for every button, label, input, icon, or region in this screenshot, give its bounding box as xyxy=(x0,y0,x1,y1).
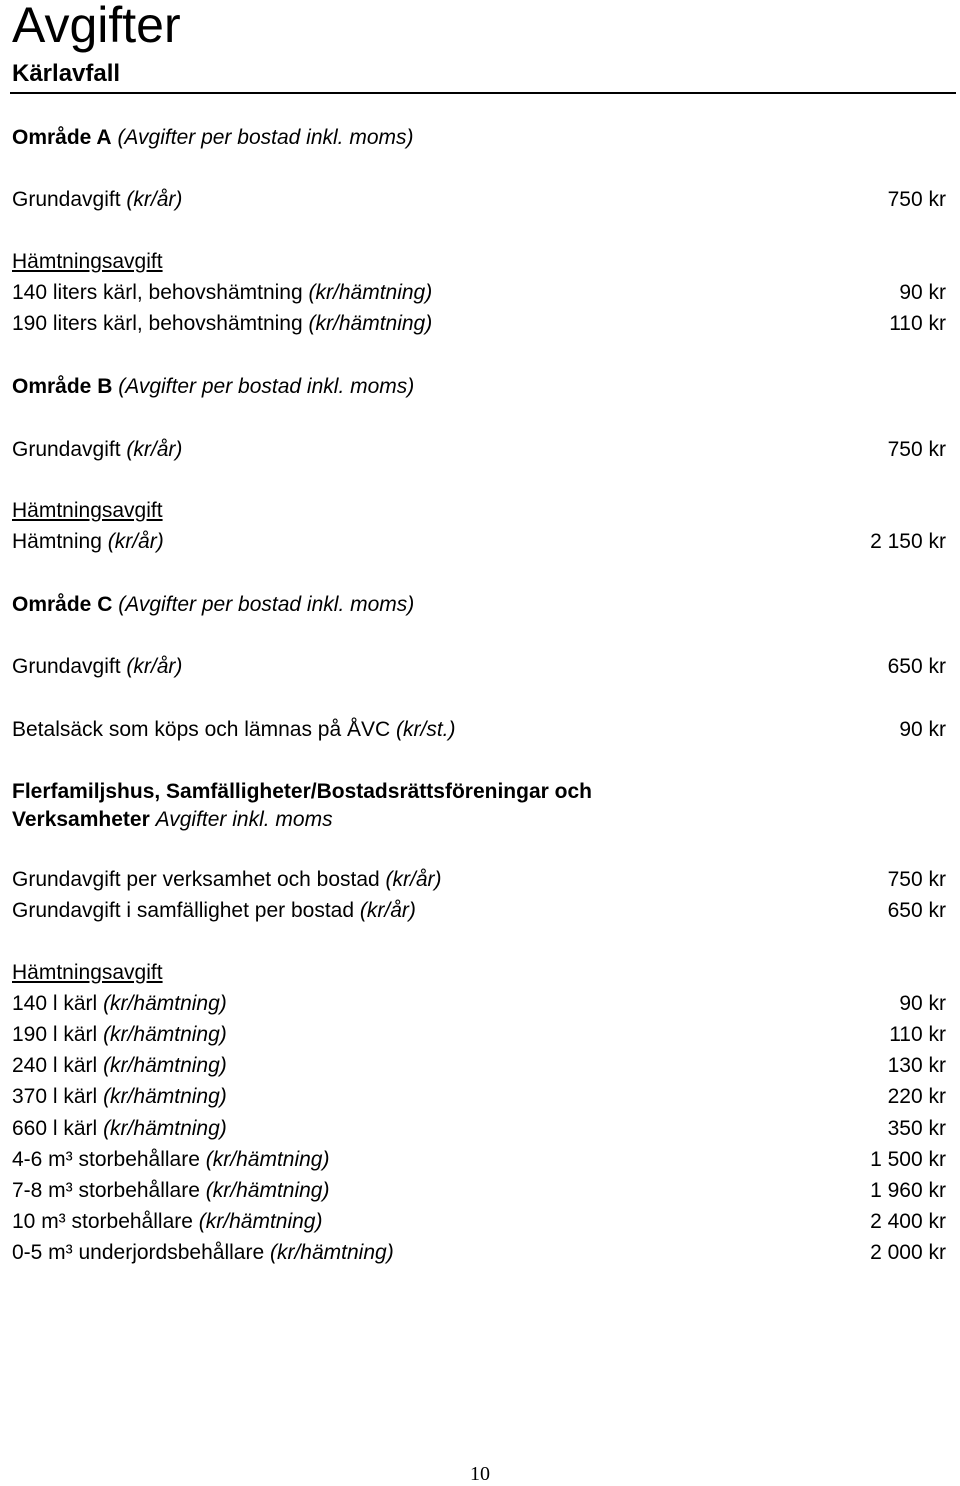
table-row xyxy=(12,1206,946,1237)
row-unit: (kr/år) xyxy=(107,530,164,553)
area-a-collection-heading: Hämtningsavgift xyxy=(12,250,163,273)
area-a-base-fee-value: 750 kr xyxy=(887,188,946,211)
table-row xyxy=(12,1113,946,1144)
area-c-sack-value: 90 kr xyxy=(899,718,946,741)
table-row xyxy=(12,895,946,926)
area-c-heading-bold: Område C xyxy=(12,593,113,616)
table-row xyxy=(12,277,946,308)
row-value: 110 kr xyxy=(889,312,946,335)
area-c-base-fee-row xyxy=(12,651,946,682)
page-number: 10 xyxy=(470,1463,490,1485)
row-unit: (kr/år) xyxy=(359,899,416,922)
area-b-base-fee-unit: (kr/år) xyxy=(126,438,183,461)
row-value: 110 kr xyxy=(889,1023,946,1046)
row-label: 190 l kärl xyxy=(12,1023,98,1046)
row-label: 660 l kärl xyxy=(12,1117,98,1140)
multi-heading-note: Avgifter inkl. moms xyxy=(155,808,333,831)
table-row xyxy=(12,1175,946,1206)
row-value: 650 kr xyxy=(887,899,946,922)
area-a-base-fee-row xyxy=(12,184,946,215)
page-title: Avgifter xyxy=(12,0,181,53)
table-row xyxy=(12,864,946,895)
area-c-heading xyxy=(12,589,946,620)
area-b-base-fee-value: 750 kr xyxy=(887,438,946,461)
row-label: Grundavgift i samfällighet per bostad xyxy=(12,899,355,922)
table-row xyxy=(12,1050,946,1081)
row-label: 140 l kärl xyxy=(12,992,98,1015)
row-value: 90 kr xyxy=(899,281,946,304)
area-b-heading xyxy=(12,371,946,402)
area-a-base-fee-label: Grundavgift xyxy=(12,188,121,211)
row-label: 0-5 m³ underjordsbehållare xyxy=(12,1241,265,1264)
table-row xyxy=(12,308,946,339)
table-row xyxy=(12,1144,946,1175)
area-c-sack-row xyxy=(12,714,946,745)
row-unit: (kr/hämtning) xyxy=(103,1117,227,1140)
row-value: 350 kr xyxy=(887,1117,946,1140)
row-value: 750 kr xyxy=(887,868,946,891)
multi-heading-line-2 xyxy=(12,804,946,835)
area-b-base-fee-row xyxy=(12,434,946,465)
area-c-base-fee-value: 650 kr xyxy=(887,655,946,678)
page-subtitle: Kärlavfall xyxy=(12,60,121,87)
row-label: Grundavgift per verksamhet och bostad xyxy=(12,868,380,891)
row-unit: (kr/hämtning) xyxy=(205,1148,330,1171)
area-c-base-fee-label: Grundavgift xyxy=(12,655,121,678)
title-divider xyxy=(10,92,956,94)
area-c-sack-label: Betalsäck som köps och lämnas på ÅVC xyxy=(12,718,391,741)
row-value: 130 kr xyxy=(887,1054,946,1077)
row-label: 240 l kärl xyxy=(12,1054,98,1077)
area-c-heading-note: (Avgifter per bostad inkl. moms) xyxy=(118,593,415,616)
area-c-sack-unit: (kr/st.) xyxy=(396,718,456,741)
row-unit: (kr/hämtning) xyxy=(308,281,433,304)
row-unit: (kr/hämtning) xyxy=(103,992,227,1015)
area-a-heading xyxy=(12,122,946,153)
row-value: 2 400 kr xyxy=(870,1210,946,1233)
row-unit: (kr/hämtning) xyxy=(198,1210,323,1233)
row-value: 2 150 kr xyxy=(870,530,946,553)
row-label: 140 liters kärl, behovshämtning xyxy=(12,281,303,304)
row-label: 4-6 m³ storbehållare xyxy=(12,1148,200,1171)
row-unit: (kr/år) xyxy=(385,868,442,891)
area-b-base-fee-label: Grundavgift xyxy=(12,438,121,461)
multi-heading-text: Flerfamiljshus, Samfälligheter/Bostadsrättsföreningar och xyxy=(12,780,592,803)
area-b-collection-heading-row xyxy=(12,495,946,526)
row-unit: (kr/hämtning) xyxy=(269,1241,394,1264)
row-value: 2 000 kr xyxy=(870,1241,946,1264)
row-label: 7-8 m³ storbehållare xyxy=(12,1179,200,1202)
row-unit: (kr/hämtning) xyxy=(205,1179,330,1202)
multi-collection-heading-row xyxy=(12,957,946,988)
area-a-collection-heading-row xyxy=(12,246,946,277)
row-value: 90 kr xyxy=(899,992,946,1015)
row-unit: (kr/hämtning) xyxy=(103,1023,227,1046)
row-label: Hämtning xyxy=(12,530,102,553)
row-value: 1 500 kr xyxy=(870,1148,946,1171)
row-label: 10 m³ storbehållare xyxy=(12,1210,193,1233)
row-value: 220 kr xyxy=(887,1085,946,1108)
multi-collection-heading: Hämtningsavgift xyxy=(12,961,163,984)
area-a-heading-note: (Avgifter per bostad inkl. moms) xyxy=(117,126,414,149)
row-unit: (kr/hämtning) xyxy=(308,312,433,335)
row-unit: (kr/hämtning) xyxy=(103,1085,227,1108)
multi-heading-bold: Verksamheter xyxy=(12,808,150,831)
area-c-base-fee-unit: (kr/år) xyxy=(126,655,183,678)
table-row xyxy=(12,1237,946,1268)
area-b-collection-heading: Hämtningsavgift xyxy=(12,499,163,522)
table-row xyxy=(12,1081,946,1112)
row-label: 370 l kärl xyxy=(12,1085,98,1108)
row-value: 1 960 kr xyxy=(870,1179,946,1202)
row-unit: (kr/hämtning) xyxy=(103,1054,227,1077)
table-row xyxy=(12,988,946,1019)
area-a-base-fee-unit: (kr/år) xyxy=(126,188,183,211)
multi-heading-line-1 xyxy=(12,776,946,807)
area-b-heading-note: (Avgifter per bostad inkl. moms) xyxy=(118,375,415,398)
table-row xyxy=(12,1019,946,1050)
area-b-heading-bold: Område B xyxy=(12,375,113,398)
row-label: 190 liters kärl, behovshämtning xyxy=(12,312,303,335)
area-a-heading-bold: Område A xyxy=(12,126,112,149)
table-row xyxy=(12,526,946,557)
